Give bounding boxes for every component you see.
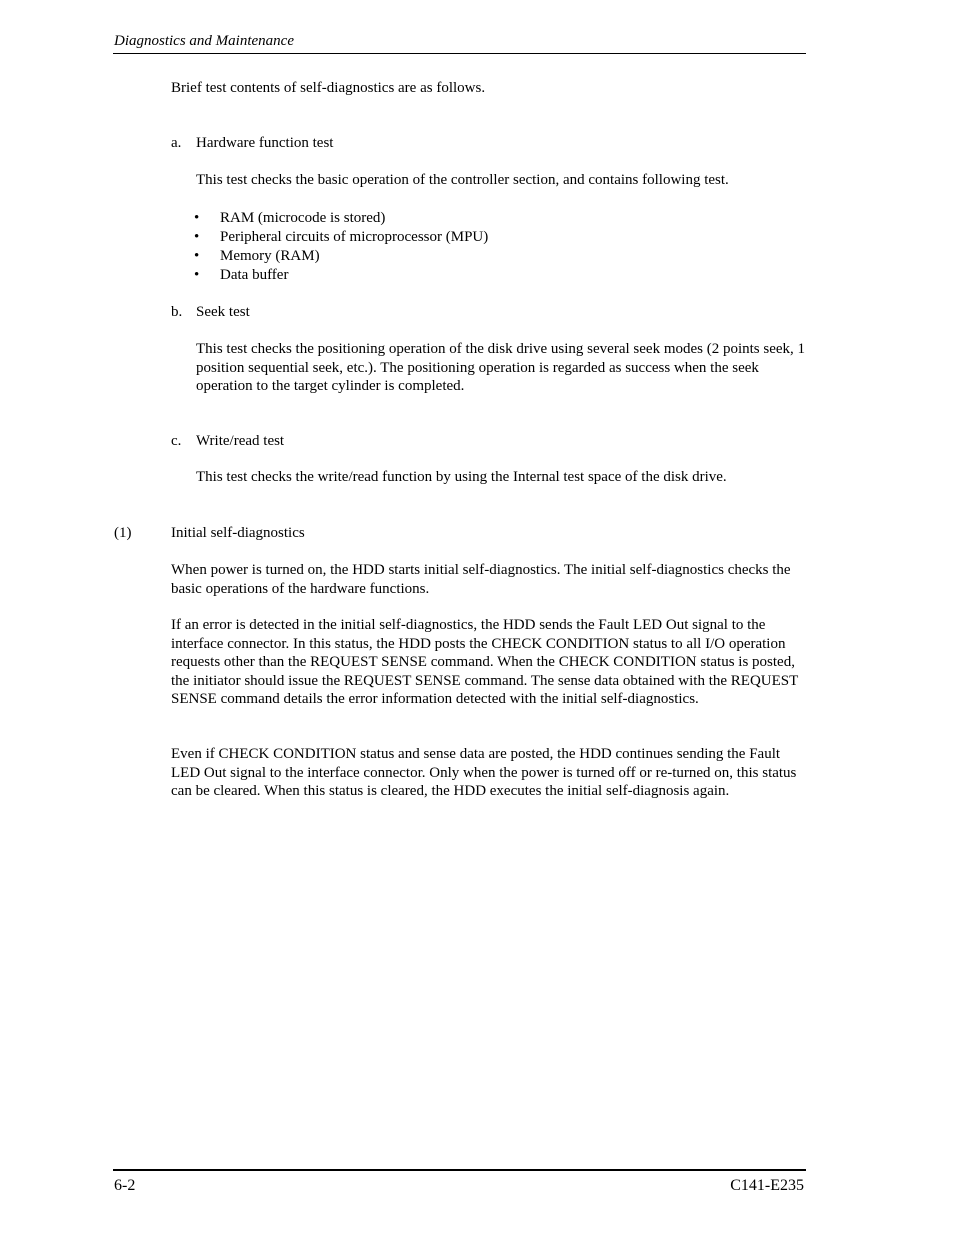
section-1-marker: (1) xyxy=(114,525,132,541)
bullet-item: Memory (RAM) xyxy=(220,248,320,264)
section-a-body: This test checks the basic operation of the controller section, and contains following test. xyxy=(196,172,729,188)
section-b-body: This test checks the positioning operation of the disk drive using several seek modes (2 points seek, 1 position sequential seek, etc.). The positioning operation is regarded as success when the seek operation to the target cylinder is completed. xyxy=(196,341,806,394)
bullet-item: Peripheral circuits of microprocessor (MPU) xyxy=(220,229,489,245)
section-1-title: Initial self-diagnostics xyxy=(171,525,305,541)
bullet-icon: • xyxy=(194,248,200,264)
bullet-item: Data buffer xyxy=(220,267,289,283)
section-a-marker: a. xyxy=(171,135,182,151)
footer-rule xyxy=(113,1169,806,1171)
intro-paragraph: Brief test contents of self-diagnostics are as follows. xyxy=(171,80,486,96)
page-number: 6-2 xyxy=(114,1177,136,1194)
bullet-item: RAM (microcode is stored) xyxy=(220,210,386,226)
bullet-icon: • xyxy=(194,229,200,245)
section-a-title: Hardware function test xyxy=(196,135,334,151)
section-b-title: Seek test xyxy=(196,304,250,320)
bullet-icon: • xyxy=(194,267,200,283)
section-b-marker: b. xyxy=(171,304,183,320)
header-rule xyxy=(113,53,806,54)
section-1-paragraph: When power is turned on, the HDD starts initial self-diagnostics. The initial self-diagnostics checks the basic operations of the hardware functions. xyxy=(171,562,791,597)
section-1-paragraph: Even if CHECK CONDITION status and sense data are posted, the HDD continues sending the Fault LED Out signal to the interface connector. Only when the power is turned off or re-turned on, this status can be cleared. When this status is cleared, the HDD executes the initial self-diagnosis again. xyxy=(171,746,797,799)
document-id: C141-E235 xyxy=(730,1177,804,1194)
section-c-body: This test checks the write/read function by using the Internal test space of the disk drive. xyxy=(196,469,727,485)
running-header: Diagnostics and Maintenance xyxy=(114,33,294,49)
section-1-paragraph: If an error is detected in the initial self-diagnostics, the HDD sends the Fault LED Out signal to the interface connector. In this status, the HDD posts the CHECK CONDITION status to all I/O operation requests other than the REQUEST SENSE command. When the CHECK CONDITION status is posted, the initiator should issue the REQUEST SENSE command. The sense data obtained with the REQUEST SENSE command details the error information detected with the initial self-diagnostics. xyxy=(171,617,799,707)
section-c-marker: c. xyxy=(171,433,182,449)
bullet-icon: • xyxy=(194,210,200,226)
section-c-title: Write/read test xyxy=(196,433,285,449)
